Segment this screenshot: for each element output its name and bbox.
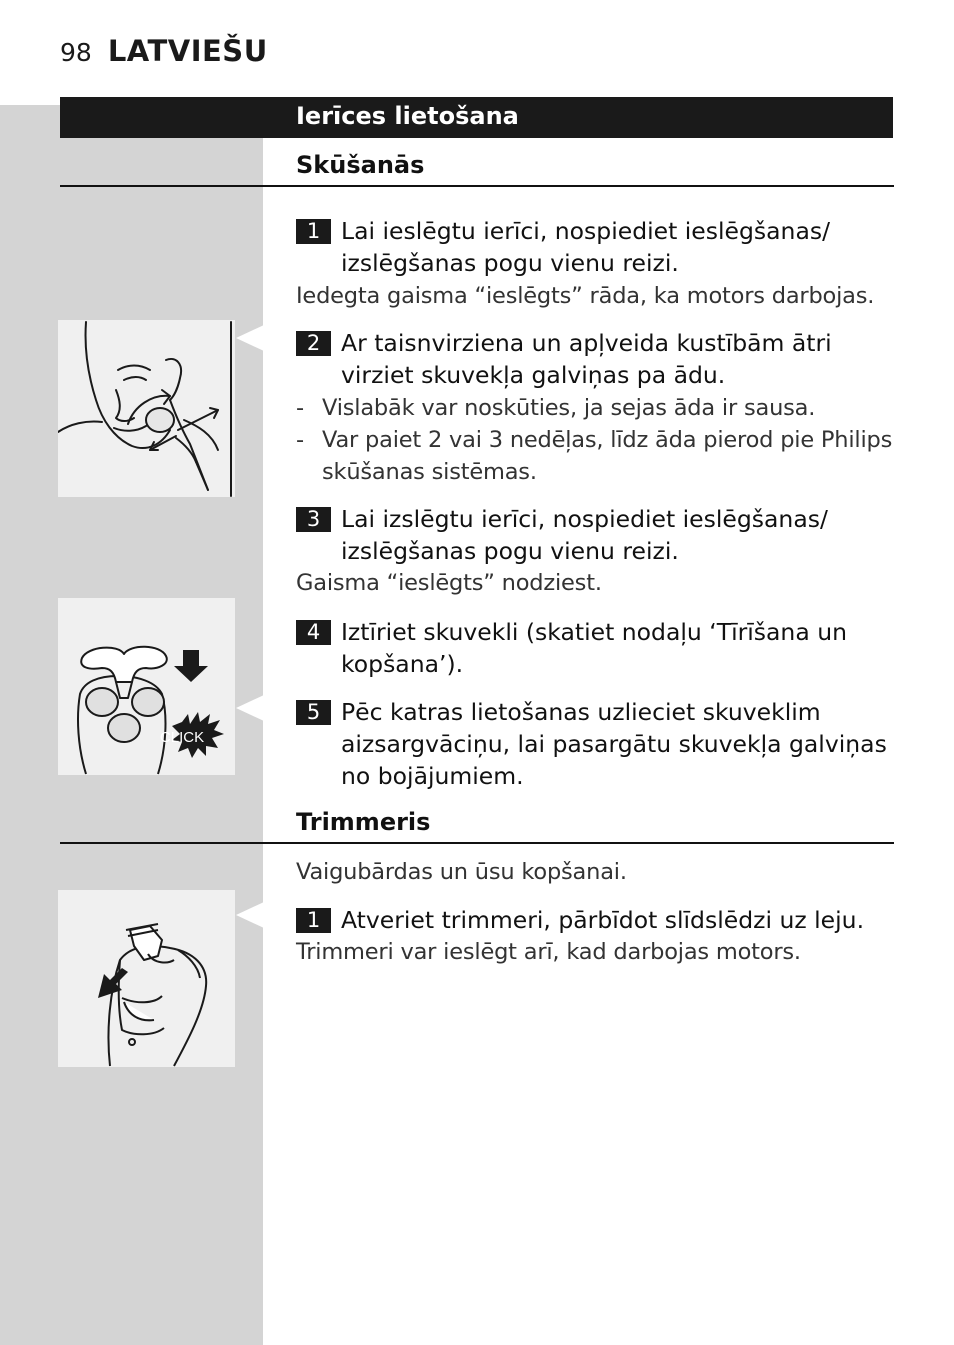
page-language: LATVIEŠU	[107, 34, 268, 68]
trimmer-step-1-note: Trimmeri var ieslēgt arī, kad darbojas motors.	[296, 939, 801, 965]
step-number: 1	[296, 908, 331, 933]
shaving-heading: Skūšanās	[296, 151, 425, 179]
shaving-step-3	[296, 503, 896, 567]
trimmer-icon	[58, 890, 235, 1067]
step-number: 3	[296, 507, 331, 532]
shaving-tip	[296, 392, 896, 424]
illustration-pointer	[236, 902, 264, 928]
section-title: Ierīces lietošana	[296, 102, 519, 130]
shaving-step-1	[296, 215, 896, 279]
shaving-step-3-note: Gaisma “ieslēgts” nodziest.	[296, 570, 602, 596]
page-header	[60, 34, 268, 68]
face-shaving-icon	[58, 320, 235, 497]
step-text: Ar taisnvirziena un apļveida kustībām ātri virziet skuvekļa galviņas pa ādu.	[341, 329, 832, 389]
shaving-step-1-note: Iedegta gaisma “ieslēgts” rāda, ka motors darbojas.	[296, 283, 875, 309]
trimmer-heading: Trimmeris	[296, 808, 431, 836]
step-number: 2	[296, 331, 331, 356]
step-text: Lai ieslēgtu ierīci, nospiediet ieslēgšanas/ izslēgšanas pogu vienu reizi.	[341, 217, 831, 277]
step-text: Iztīriet skuvekli (skatiet nodaļu ‘Tīrīšana un kopšana’).	[341, 618, 847, 678]
step-text: Pēc katras lietošanas uzlieciet skuveklim aizsargvāciņu, lai pasargātu skuvekļa galviņas no bojājumiem.	[341, 698, 887, 790]
protection-cap-icon	[58, 598, 235, 775]
step-text: Atveriet trimmeri, pārbīdot slīdslēdzi uz leju.	[341, 906, 865, 934]
illustration-trimmer	[58, 890, 235, 1067]
shaving-tip	[296, 424, 896, 488]
shaving-step-5	[296, 696, 896, 792]
trimmer-rule	[60, 842, 894, 844]
page-number: 98	[60, 38, 92, 67]
shaving-rule	[60, 185, 894, 187]
tip-text: Var paiet 2 vai 3 nedēļas, līdz āda pierod pie Philips skūšanas sistēmas.	[322, 427, 893, 485]
illustration-pointer	[236, 325, 264, 351]
shaving-step-2	[296, 327, 896, 391]
trimmer-step-1	[296, 904, 896, 936]
tip-dash: -	[296, 427, 304, 453]
trimmer-intro: Vaigubārdas un ūsu kopšanai.	[296, 859, 627, 885]
step-number: 5	[296, 700, 331, 725]
step-text: Lai izslēgtu ierīci, nospiediet ieslēgšanas/ izslēgšanas pogu vienu reizi.	[341, 505, 828, 565]
click-label: CLICK	[159, 729, 205, 746]
illustration-pointer	[236, 695, 264, 721]
illustration-protection-cap	[58, 598, 235, 775]
illustration-shaving-face	[58, 320, 235, 497]
step-number: 1	[296, 219, 331, 244]
step-number: 4	[296, 620, 331, 645]
shaving-step-4	[296, 616, 896, 680]
tip-text: Vislabāk var noskūties, ja sejas āda ir sausa.	[322, 395, 816, 421]
tip-dash: -	[296, 395, 304, 421]
